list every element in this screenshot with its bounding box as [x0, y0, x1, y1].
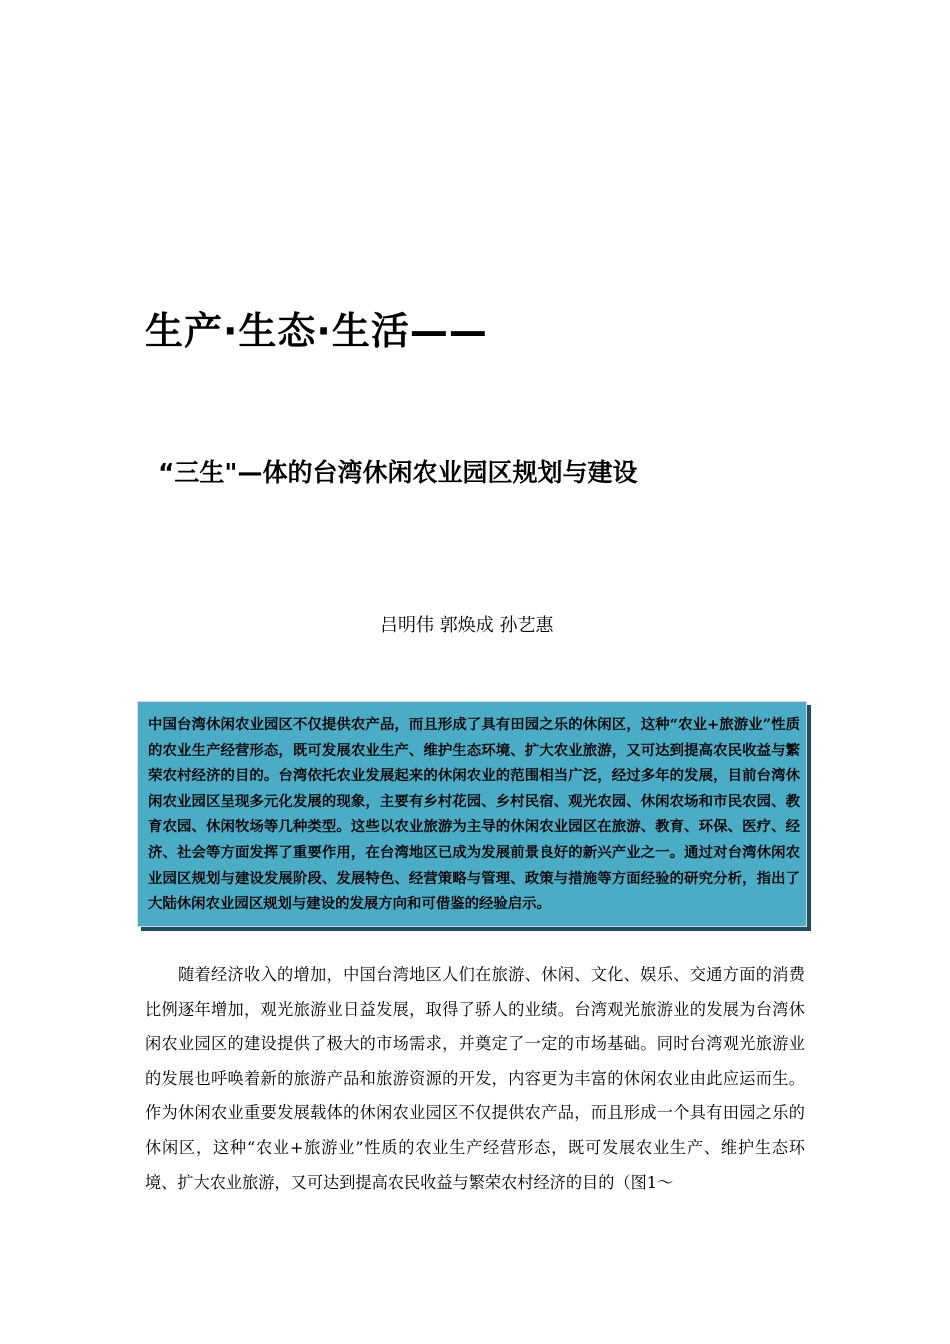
author-line: 吕明伟 郭焕成 孙艺惠: [380, 615, 554, 636]
body-paragraph: 随着经济收入的增加，中国台湾地区人们在旅游、休闲、文化、娱乐、交通方面的消费比例逐年增加，观光旅游业日益发展，取得了骄人的业绩。台湾观光旅游业的发展为台湾休闲农业园区的建设提供了极大的市场需求，并奠定了一定的市场基础。同时台湾观光旅游业的发展也呼唤着新的旅游产品和旅游资源的开发，内容更为丰富的休闲农业由此应运而生。作为休闲农业重要发展载体的休闲农业园区不仅提供农产品，而且形成一个具有田园之乐的休闲区，这种“农业+旅游业”性质的农业生产经营形态，既可发展农业生产、维护生态环境、扩大农业旅游，又可达到提高农民收益与繁荣农村经济的目的（图1～: [145, 965, 805, 1192]
document-title: 生产·生态·生活——: [145, 309, 488, 353]
abstract-text: 中国台湾休闲农业园区不仅提供农产品，而且形成了具有田园之乐的休闲区，这种“农业+旅游业”性质的农业生产经营形态，既可发展农业生产、维护生态环境、扩大农业旅游，又可达到提高农民收益与繁荣农村经济的目的。台湾依托农业发展起来的休闲农业的范围相当广泛，经过多年的发展，目前台湾休闲农业园区呈现多元化发展的现象，主要有乡村花园、乡村民宿、观光农园、休闲农场和市民农园、教育农园、休闲牧场等几种类型。这些以农业旅游为主导的休闲农业园区在旅游、教育、环保、医疗、经济、社会等方面发挥了重要作用，在台湾地区已成为发展前景良好的新兴产业之一。通过对台湾休闲农业园区规划与建设发展阶段、发展特色、经营策略与管理、政策与措施等方面经验的研究分析，指出了大陆休闲农业园区规划与建设的发展方向和可借鉴的经验启示。: [148, 716, 800, 913]
abstract-box: [137, 701, 807, 927]
document-subtitle: “三生"—体的台湾休闲农业园区规划与建设: [158, 458, 638, 487]
